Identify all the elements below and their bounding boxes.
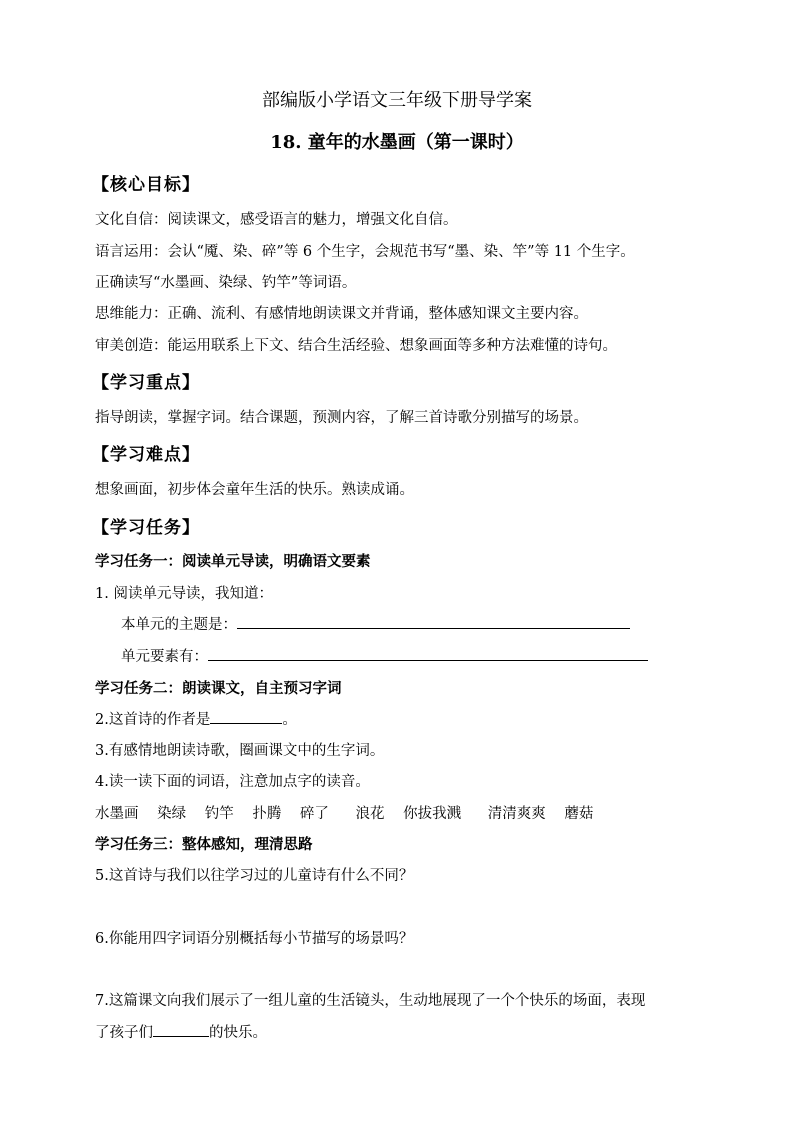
elements-row	[121, 645, 648, 666]
question-2: 2.这首诗的作者是 。	[95, 708, 297, 729]
vocabulary-row	[95, 802, 607, 823]
question-6: 6.你能用四字词语分别概括每小节描写的场景吗？	[95, 931, 414, 947]
question-7-cont: 了孩子们 的快乐。	[95, 1021, 267, 1042]
difficulty-text: 想象画面，初步体会童年生活的快乐。熟读成诵。	[95, 482, 414, 498]
elements-answer-blank[interactable]	[208, 646, 648, 661]
question-5: 5.这首诗与我们以往学习过的儿童诗有什么不同？	[95, 868, 414, 884]
theme-answer-blank[interactable]	[237, 614, 630, 629]
vocab-word: 扑腾	[252, 806, 282, 822]
question-7: 7.这篇课文向我们展示了一组儿童的生活镜头，生动地展现了一个个快乐的场面，表现	[95, 993, 646, 1009]
vocab-word: 清清爽爽	[487, 806, 546, 822]
vocab-word: 水墨画	[95, 806, 139, 822]
focus-heading: 【学习重点】	[92, 373, 200, 393]
difficulty-heading: 【学习难点】	[92, 445, 200, 465]
goal-line: 文化自信：阅读课文，感受语言的魅力，增强文化自信。	[95, 212, 458, 228]
theme-row	[121, 613, 630, 634]
vocab-word: 染绿	[157, 806, 187, 822]
goals-heading: 【核心目标】	[92, 175, 200, 195]
task1-title: 学习任务一：阅读单元导读，明确语文要素	[95, 553, 371, 570]
vocab-word: 你拔我溅	[403, 806, 462, 822]
question-1: 1. 阅读单元导读，我知道：	[95, 586, 273, 602]
question-3: 3.有感情地朗读诗歌，圈画课文中的生字词。	[95, 743, 385, 759]
vocab-word: 碎了	[299, 806, 329, 822]
document-title: 部编版小学语文三年级下册导学案	[262, 90, 532, 111]
vocab-word: 钓竿	[204, 806, 234, 822]
tasks-heading: 【学习任务】	[92, 518, 200, 538]
task2-title: 学习任务二：朗读课文，自主预习字词	[95, 680, 342, 697]
vocab-word: 蘑菇	[564, 806, 594, 822]
question-4: 4.读一读下面的词语，注意加点字的读音。	[95, 774, 370, 790]
focus-text: 指导朗读，掌握字词。结合课题，预测内容，了解三首诗歌分别描写的场景。	[95, 410, 588, 426]
goal-line: 思维能力：正确、流利、有感情地朗读课文并背诵，整体感知课文主要内容。	[95, 306, 588, 322]
vocab-word: 浪花	[355, 806, 385, 822]
elements-label: 单元要素有：	[121, 649, 208, 665]
theme-label: 本单元的主题是：	[121, 617, 237, 633]
goal-line: 审美创造：能运用联系上下文、结合生活经验、想象画面等多种方法难懂的诗句。	[95, 338, 617, 354]
goal-line: 正确读写“水墨画、染绿、钓竿”等词语。	[95, 275, 357, 291]
joy-answer-blank[interactable]	[153, 1022, 209, 1037]
task3-title: 学习任务三：整体感知，理清思路	[95, 836, 313, 853]
lesson-title: 18. 童年的水墨画（第一课时）	[270, 132, 524, 153]
author-answer-blank[interactable]	[210, 709, 282, 724]
goal-line: 语言运用：会认“魇、染、碎”等 6 个生字，会规范书写“墨、染、竿”等 11 个生字。	[95, 244, 635, 260]
